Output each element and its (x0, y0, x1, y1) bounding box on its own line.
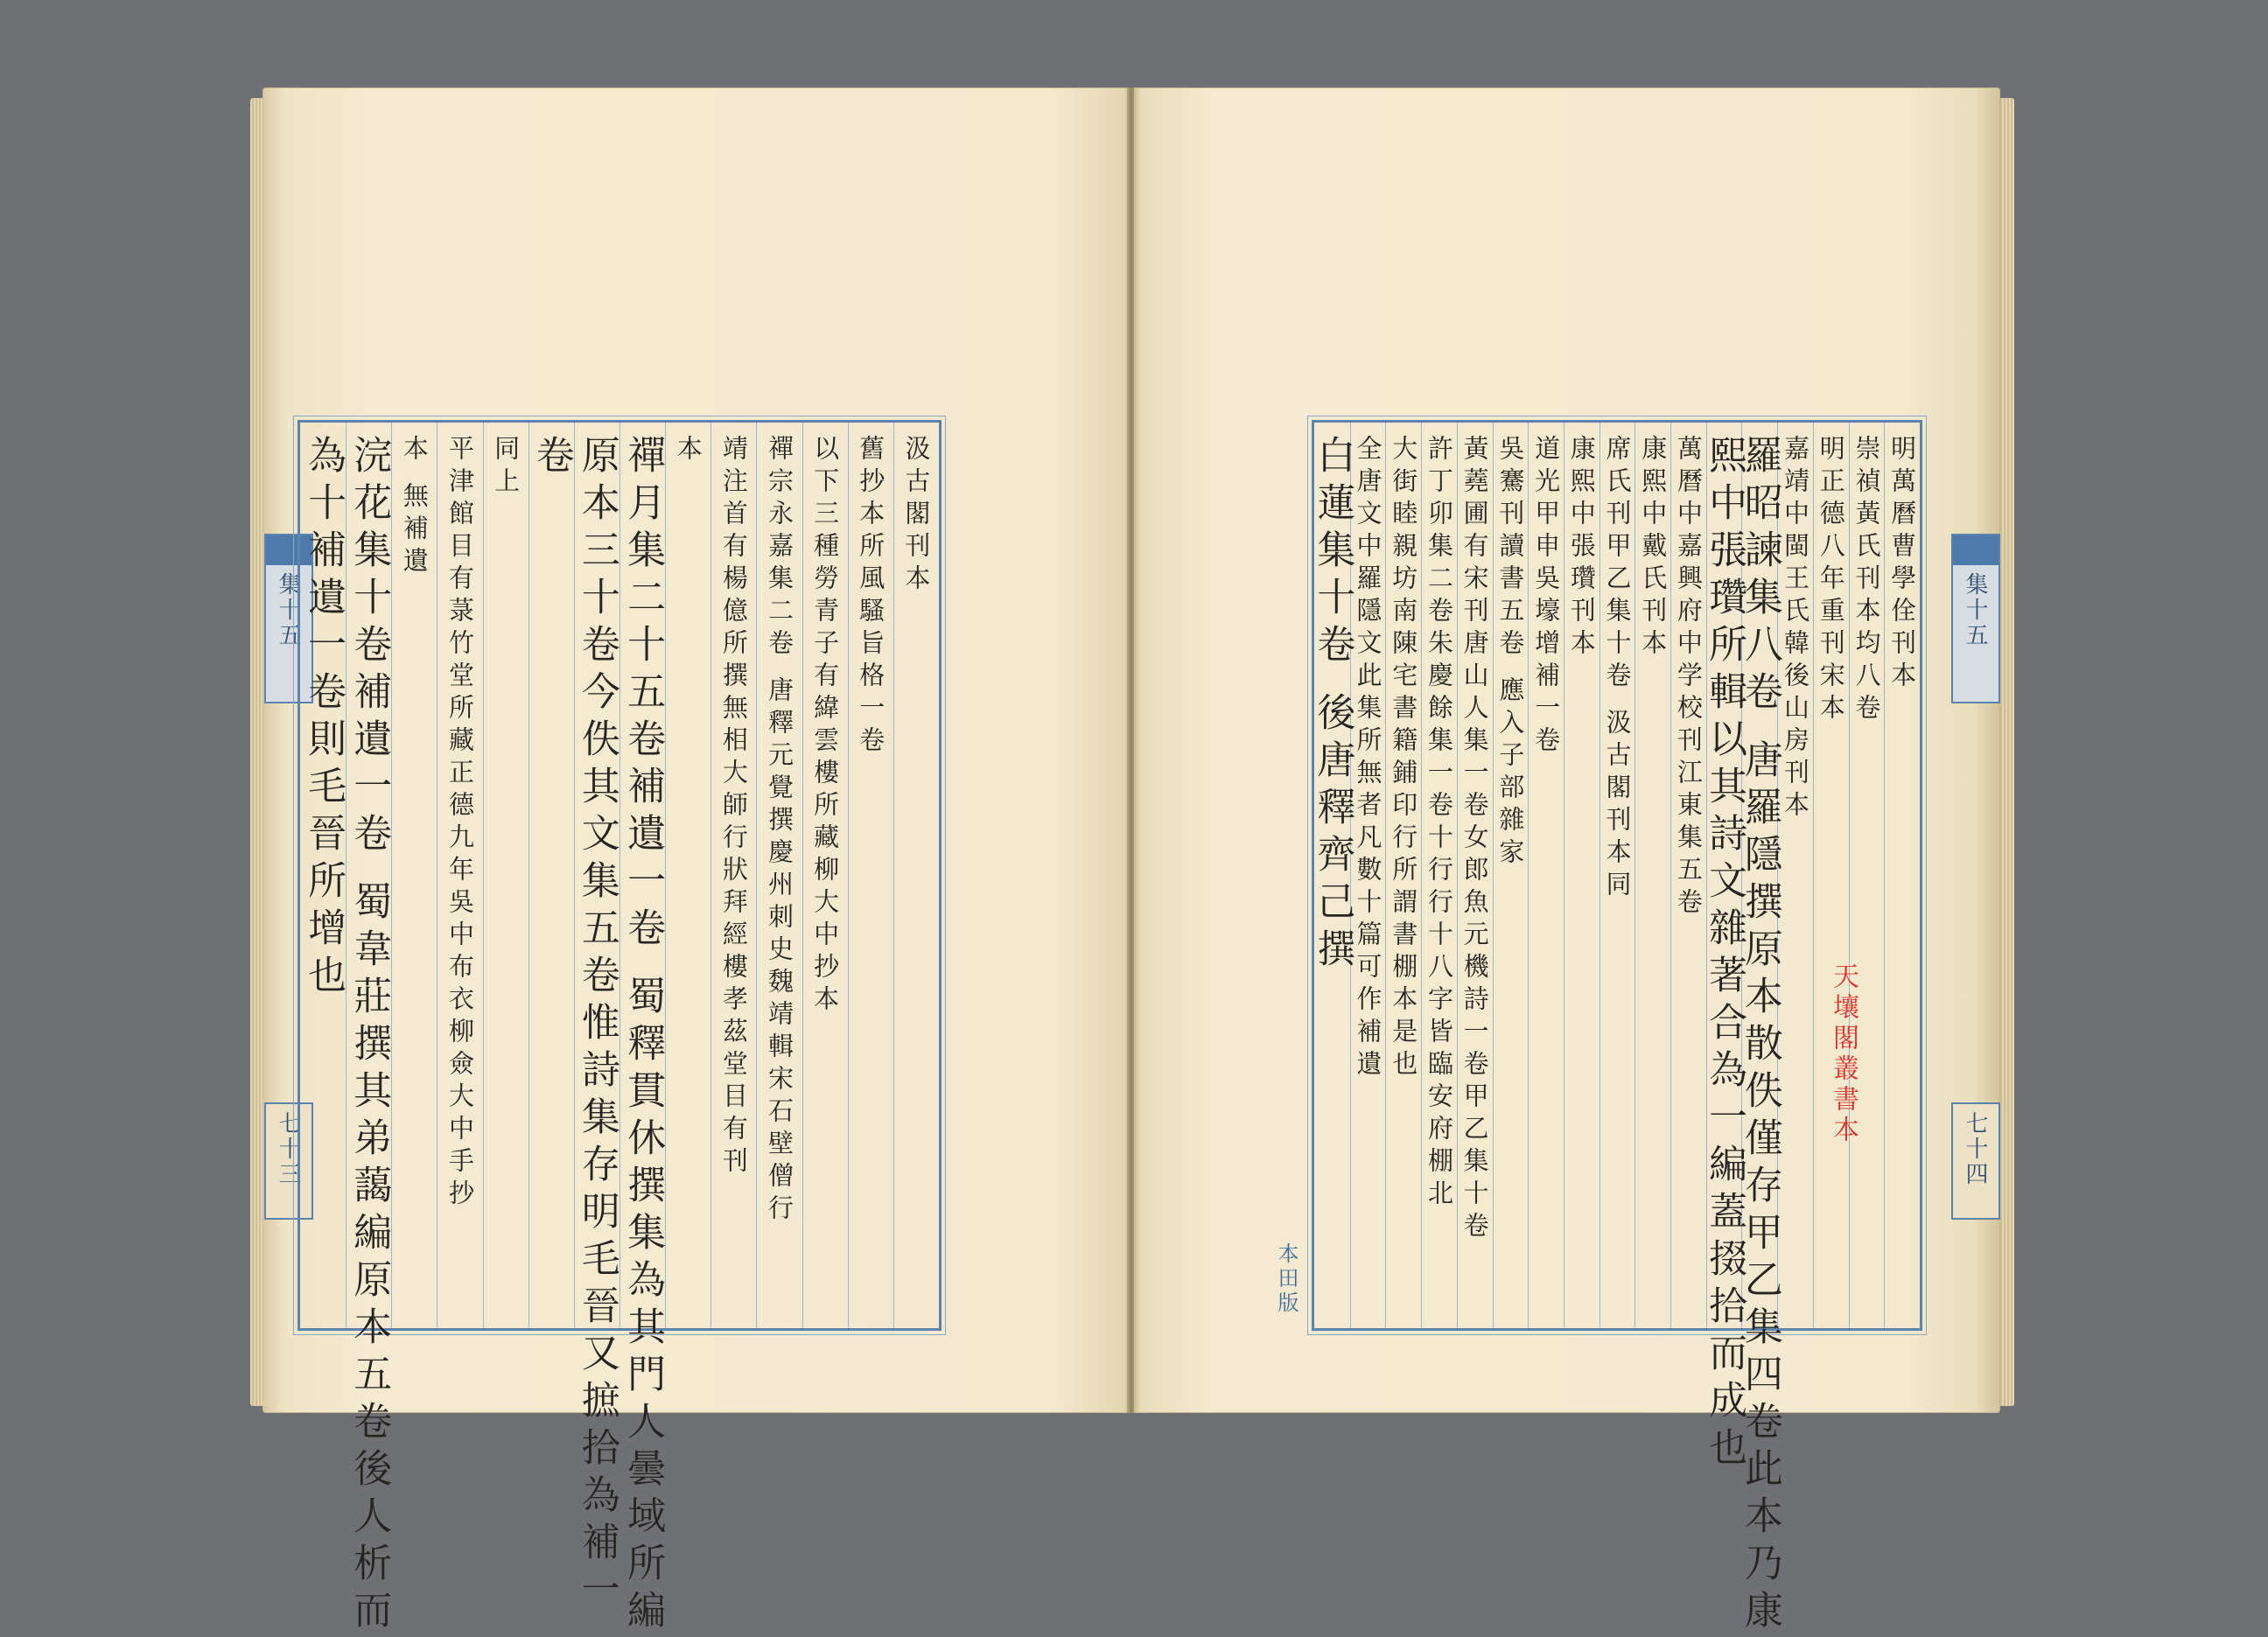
right-text-column: 白蓮集十卷 後唐釋齊己撰 (1310, 435, 1355, 976)
tab-color-block (1953, 535, 1998, 565)
left-text-column: 舊抄本所風騷旨格一卷 (856, 435, 886, 759)
right-text-column: 嘉靖中閩王氏韓後山房刊本 (1781, 435, 1811, 823)
left-tab-label: 集十五 (275, 572, 301, 648)
left-text-column: 靖注首有楊億所撰無相大師行狀拜經樓孝茲堂目有刊 (718, 435, 749, 1179)
left-text-frame (298, 420, 942, 1637)
right-text-column: 明正德八年重刊宋本 (1816, 435, 1846, 726)
right-tab-label: 集十五 (1962, 572, 1988, 648)
left-text-column: 禪宗永嘉集二卷 唐釋元覺撰慶州刺史魏靖輯宋石壁僧行 (765, 435, 794, 1228)
right-text-column: 明萬曆曹學佺刊本 (1887, 435, 1918, 694)
left-text-column: 以下三種勞青子有緯雲樓所藏柳大中抄本 (810, 435, 841, 1018)
right-text-column: 全唐文中羅隱文此集所無者凡數十篇可作補遺 (1353, 435, 1383, 1082)
left-text-column: 汲古閣刊本 (901, 435, 932, 597)
right-text-column: 康熙中張瓚刊本 (1566, 435, 1597, 661)
right-text-column: 席氏刊甲乙集十卷 汲古閣刊本同 (1602, 435, 1633, 904)
red-seal-note: 天壤閣叢書本 (1828, 962, 1858, 1146)
left-text-column: 平津館目有菉竹堂所藏正德九年吳中布衣柳僉大中手抄 (445, 435, 475, 1212)
right-text-column: 熙中張瓚所輯以其詩文雜著合為一編蓋掇拾而成也 (1702, 435, 1747, 1474)
right-text-column: 羅昭諫集八卷 唐羅隱撰原本散佚僅存甲乙集四卷此本乃康 (1737, 435, 1782, 1637)
right-text-column: 黃蕘圃有宋刊唐山人集一卷女郎魚元機詩一卷甲乙集十卷 (1460, 435, 1490, 1244)
right-text-column: 康熙中戴氏刊本 (1638, 435, 1669, 661)
right-text-column: 許丁卯集二卷朱慶餘集一卷十行行十八字皆臨安府棚北 (1424, 435, 1454, 1212)
left-text-column: 卷 (528, 435, 574, 482)
right-text-column: 萬曆中嘉興府中学校刊江東集五卷 (1673, 435, 1704, 920)
right-page-number: 七十四 (1962, 1111, 1988, 1187)
left-page (262, 87, 1129, 1637)
right-text-frame (1310, 420, 1922, 1637)
left-text-column: 浣花集十卷補遺一卷 蜀韋莊撰其弟藹編原本五卷後人析而 (346, 435, 392, 1637)
right-page-chapter-tab (1951, 534, 2000, 703)
publisher-mark: 本田版 (1274, 1242, 1298, 1316)
right-page-number-tab (1951, 1102, 2000, 1220)
right-text-column: 吳騫刊讀書五卷 應入子部雜家 (1495, 435, 1526, 871)
right-page-edges (1998, 98, 2014, 1406)
right-text-column: 崇禎黃氏刊本均八卷 (1852, 435, 1882, 726)
left-text-column: 禪月集二十五卷補遺一卷 蜀釋貫休撰集為其門人曇域所編 (620, 435, 666, 1637)
column-rule (483, 423, 529, 1328)
right-text-column: 道光甲申吳壕增補一卷 (1531, 435, 1562, 759)
left-text-column: 本 無補遺 (399, 435, 430, 580)
right-text-column: 大街睦親坊南陳宅書籍鋪印行所謂書棚本是也 (1389, 435, 1419, 1082)
right-page (1134, 87, 2000, 1637)
left-text-column: 原本三十卷今佚其文集五卷惟詩集存明毛晉又摭拾為補一 (574, 435, 620, 1616)
left-page-number: 七十三 (275, 1111, 301, 1187)
open-book (262, 87, 2012, 1637)
column-rule (528, 423, 575, 1328)
left-text-column: 本 (673, 435, 704, 467)
left-text-column: 為十補遺一卷則毛晉所增也 (301, 435, 346, 1002)
column-rule (665, 423, 711, 1328)
left-text-column: 同上 (491, 435, 522, 500)
